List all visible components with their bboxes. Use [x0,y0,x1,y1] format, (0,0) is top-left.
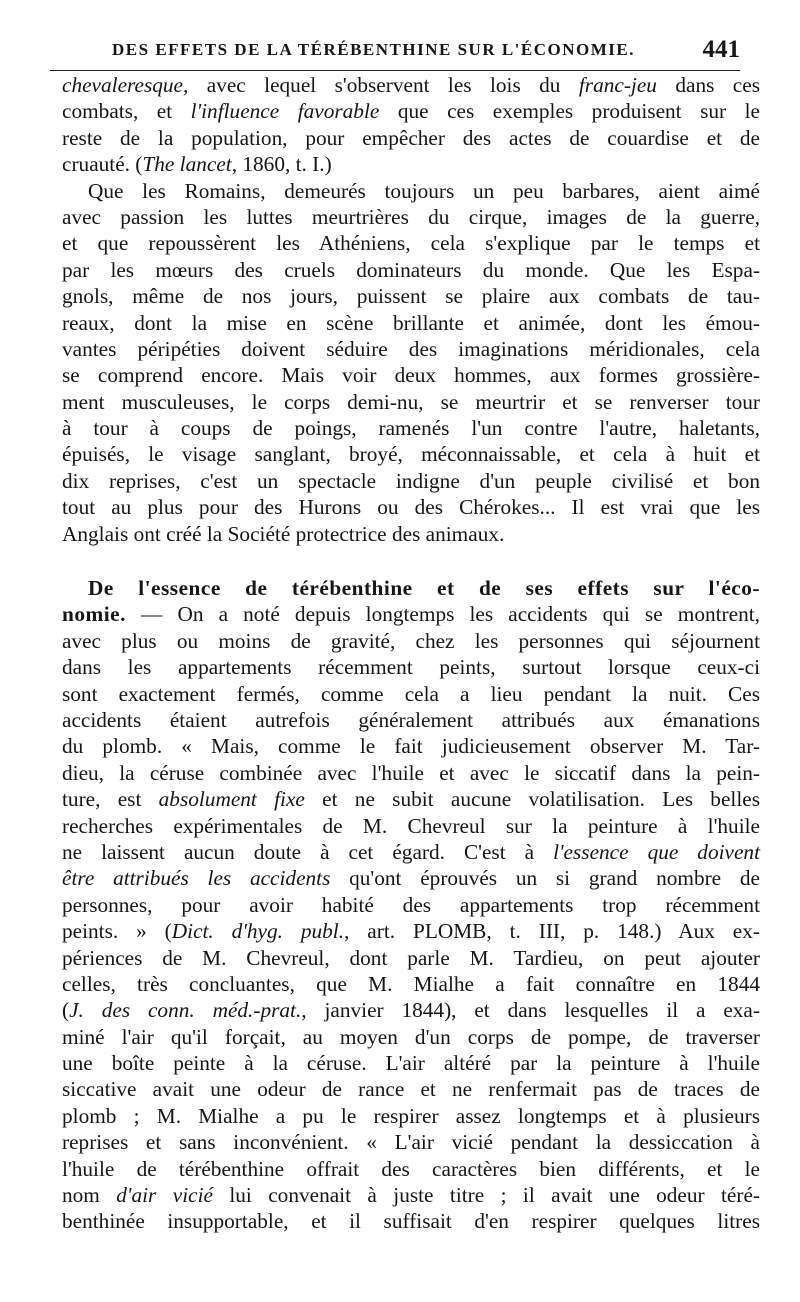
italic-text: d'air vicié [116,1183,213,1208]
text-line: épuisés, le visage sanglant, broyé, méconnaissable, et cela à huit et [62,442,760,467]
text-line: ture, est absolument fixe et ne subit aucune volatilisation. Les belles [62,787,760,812]
text-line: sont exactement fermés, comme cela a lieu pendant la nuit. Ces [62,681,760,706]
text-line: dieu, la céruse combinée avec l'huile et avec le siccatif dans la pein- [62,760,760,785]
italic-text: l'influence favorable [190,99,380,124]
text-line: celles, très concluantes, que M. Mialhe a fait connaître en 1844 [62,971,760,996]
running-title: DES EFFETS DE LA TÉRÉBENTHINE SUR L'ÉCONOMIE. [112,40,635,59]
text-line: reaux, dont la mise en scène brillante et animée, dont les émou- [62,310,760,335]
section-heading: De l'essence de térébenthine et de ses effets sur l'éco- [88,576,760,601]
page-number: 441 [702,36,740,63]
text-line: être attribués les accidents qu'ont éprouvés un si grand nombre de [62,866,760,891]
text-line: peints. » (Dict. d'hyg. publ., art. PLOMB, t. III, p. 148.) Aux ex- [62,919,760,944]
text-line: siccative avait une odeur de rance et ne renfermait pas de traces de [62,1077,760,1102]
text-line: recherches expérimentales de M. Chevreul sur la peinture à l'huile [62,813,760,838]
text-line: et que repoussèrent les Athéniens, cela s'explique par le temps et [62,231,760,256]
text-line: l'huile de térébenthine offrait des caractères bien différents, et le [62,1156,760,1181]
text-line: combats, et l'influence favorable que ces exemples produisent sur le [62,99,760,124]
text-line: avec plus ou moins de gravité, chez les personnes qui séjournent [62,628,760,653]
text-line: tout au plus pour des Hurons ou des Chérokes... Il est vrai que les [62,495,760,520]
italic-text: Dict. d'hyg. publ. [171,919,345,944]
text-line: miné l'air qu'il forçait, au moyen d'un corps de pompe, de traverser [62,1024,760,1049]
text-line: dix reprises, c'est un spectacle indigne d'un peuple civilisé et bon [62,468,760,493]
text-line: chevaleresque, avec lequel s'observent les lois du franc-jeu dans ces [62,73,760,97]
italic-text: l'essence que doivent [553,839,760,864]
section-heading-end: nomie. [62,602,126,627]
text-line: ment musculeuses, le corps demi-nu, se meurtrir et se renverser tour [62,389,760,414]
text-line: avec passion les luttes meurtrières du cirque, images de la guerre, [62,204,760,229]
running-header [50,36,740,71]
text-line: Que les Romains, demeurés toujours un peu barbares, aient aimé [88,178,760,203]
page-body [62,72,760,1235]
text-line: Anglais ont créé la Société protectrice des animaux. [62,521,505,546]
italic-text: The lancet [142,152,232,177]
italic-text: J. des conn. méd.-prat. [69,998,302,1023]
italic-text: être attribués les accidents [62,866,331,891]
text-line: accidents étaient autrefois généralement attribués aux émanations [62,707,760,732]
text-line: personnes, pour avoir habité des appartements trop récemment [62,892,760,917]
text-line: par les mœurs des cruels dominateurs du monde. Que les Espa- [62,257,760,282]
text-line: ne laissent aucun doute à cet égard. C'est à l'essence que doivent [62,839,760,864]
text-line: nom d'air vicié lui convenait à juste titre ; il avait une odeur téré- [62,1183,760,1208]
text-line: une boîte peinte à la céruse. L'air altéré par la peinture à l'huile [62,1051,760,1076]
text-line: plomb ; M. Mialhe a pu le respirer assez longtemps et à plusieurs [62,1103,760,1128]
text-line: se comprend encore. Mais voir deux hommes, aux formes grossière- [62,363,760,388]
italic-text: absolument fixe [158,787,305,812]
text-line: du plomb. « Mais, comme le fait judicieusement observer M. Tar- [62,734,760,759]
text-line: à tour à coups de poings, ramenés l'un contre l'autre, haletants, [62,416,760,441]
text-line: reste de la population, pour empêcher des actes de couardise et de [62,125,760,150]
text-line: cruauté. (The lancet, 1860, t. I.) [62,152,332,177]
paragraph-spacer [62,547,760,575]
italic-text: franc-jeu [578,73,657,97]
text-line: périences de M. Chevreul, dont parle M. Tardieu, on peut ajouter [62,945,760,970]
text-line: reprises et sans inconvénient. « L'air vicié pendant la dessiccation à [62,1130,760,1155]
text-line: benthinée insupportable, et il suffisait d'en respirer quelques litres [62,1209,760,1234]
text-line: gnols, même de nos jours, puissent se plaire aux combats de tau- [62,284,760,309]
text-line: vantes péripéties doivent séduire des imaginations méridionales, cela [62,336,760,361]
text-line: nomie. — On a noté depuis longtemps les accidents qui se montrent, [62,602,760,627]
text-line: dans les appartements récemment peints, surtout lorsque ceux-ci [62,655,760,680]
italic-text: chevaleresque, [62,73,189,97]
text-line: (J. des conn. méd.-prat., janvier 1844), et dans lesquelles il a exa- [62,998,760,1023]
